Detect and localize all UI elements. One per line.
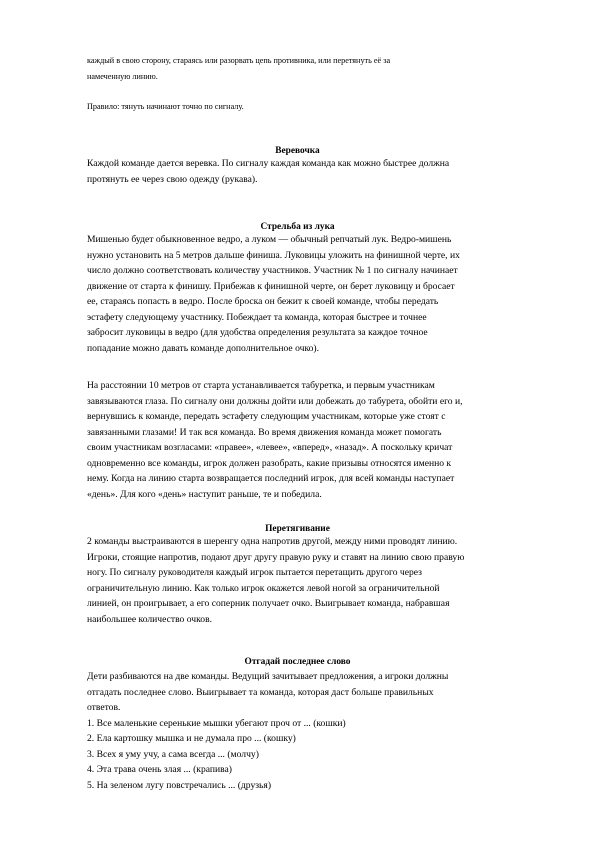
section-title-peretyagivanie: Перетягивание: [265, 524, 330, 534]
text-line: 2 команды выстраиваются в шеренгу одна напротив другой, между ними проводят линию.: [87, 536, 458, 547]
text-line: каждый в свою сторону, стараясь или разорвать цепь противника, или перетянуть её за: [87, 56, 391, 65]
list-item: 3. Всех я уму учу, а сама всегда ... (молчу): [87, 748, 259, 760]
text-line: На расстоянии 10 метров от старта устанавливается табуретка, и первым участникам: [87, 380, 435, 391]
text-line: завязанными глазами! И так вся команда. Во время движения команда может помогать: [87, 426, 442, 438]
section-title-strelba: Стрельба из лука: [260, 222, 335, 232]
text-line: попадание можно давать команде дополнительное очко).: [87, 342, 320, 354]
text-line: забросит луковицы в ведро (для удобства определения результата за каждое точное: [87, 327, 428, 338]
text-line: намеченную линию.: [87, 72, 158, 81]
section-body-peretyagivanie: [87, 534, 557, 627]
section-body-blindfold: [87, 378, 557, 502]
text-line: отгадать последнее слово. Выигрывает та команда, которая даст больше правильных: [87, 686, 434, 698]
text-line: Каждой команде дается веревка. По сигналу каждая команда как можно быстрее должна: [87, 158, 450, 169]
section-title-verevochka: Веревочка: [275, 146, 320, 156]
text-line: Мишенью будет обыкновенное ведро, а луком — обычный репчатый лук. Ведро-мишень: [87, 234, 452, 245]
list-item: 5. На зеленом лугу повстречались ... (друзья): [87, 779, 272, 791]
text-line: Правило: тянуть начинают точно по сигналу.: [87, 102, 244, 111]
list-item: 2. Ела картошку мышка и не думала про ... (кошку): [87, 733, 296, 744]
section-body-strelba: [87, 232, 557, 356]
section-body-verevochka: [87, 156, 557, 187]
text-line: число должно соответствовать количеству участников. Участник № 1 по сигналу начинает: [87, 265, 458, 276]
text-line: Игроки, стоящие напротив, подают друг другу правую руку и ставят на линию свою правую: [87, 551, 465, 563]
list-item: 1. Все маленькие серенькие мышки убегают проч от ... (кошки): [87, 717, 346, 729]
text-line: эстафету следующему участнику. Побеждает та команда, которая быстрее и точнее: [87, 311, 427, 323]
section-title-otgaday: Отгадай последнее слово: [244, 657, 351, 667]
text-line: своим участникам возгласами: «правее», «левее», «вперед», «назад». А поскольку кричат: [87, 442, 453, 453]
text-line: ее, стараясь попасть в ведро. После броска он бежит к своей команде, чтобы передать: [87, 296, 439, 307]
text-line: нужно установить на 5 метров дальше финиша. Луковицы уложить на финишной черте, их: [87, 249, 460, 261]
text-line: ответов.: [87, 702, 121, 713]
rule-paragraph: [87, 99, 557, 115]
intro-paragraph: [87, 53, 557, 85]
text-line: ногу. По сигналу руководителя каждый игрок пытается перетащить другого через: [87, 567, 422, 578]
text-line: вернувшись к команде, передать эстафету следующим участникам, которые уже стоят с: [87, 411, 446, 422]
text-line: наибольшее количество очков.: [87, 613, 213, 625]
text-line: одновременно все команды, игрок должен разобрать, какие призывы относятся именно к: [87, 457, 452, 469]
text-line: линией, он проигрывает, а его соперник получает очко. Выигрывает команда, набравшая: [87, 598, 450, 609]
text-line: Дети разбиваются на две команды. Ведущий зачитывает предложения, а игроки должны: [87, 671, 449, 682]
text-line: «день». Для кого «день» наступит раньше, те и победила.: [87, 488, 322, 500]
text-line: протянуть ее через свою одежду (рукава).: [87, 173, 258, 185]
text-line: движение от старта к финишу. Прибежав к финишной черте, он берет луковицу и бросает: [87, 280, 455, 292]
section-body-otgaday: [87, 669, 557, 793]
list-item: 4. Эта трава очень злая ... (крапива): [87, 764, 233, 775]
text-line: нему. Когда на линию старта возвращается последний игрок, для всей команды наступает: [87, 473, 455, 484]
text-line: завязываются глаза. По сигналу они должны дойти или добежать до табурета, обойти его и,: [87, 395, 463, 407]
text-line: ограничительную линию. Как только игрок окажется левой ногой за ограничительной: [87, 582, 440, 594]
